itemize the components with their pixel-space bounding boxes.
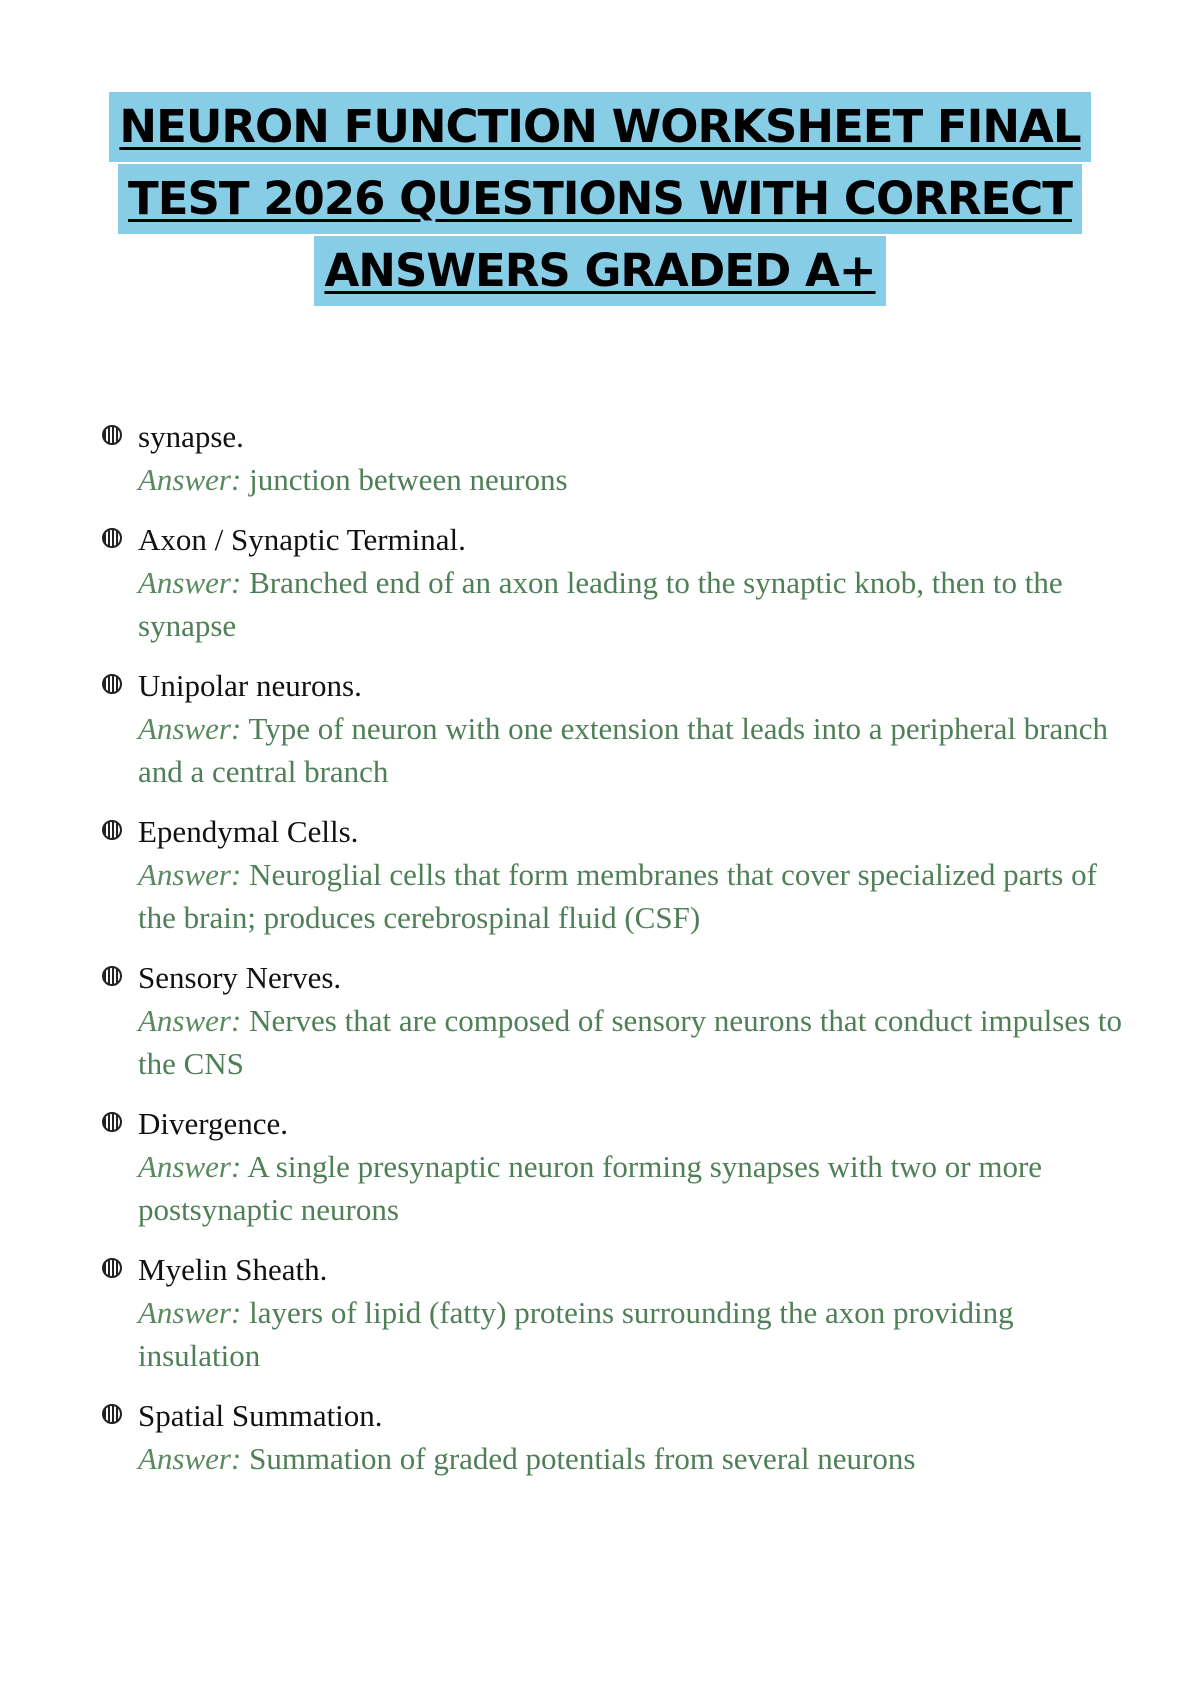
answer-text xyxy=(138,707,1126,793)
title-text-2: TEST 2026 QUESTIONS WITH CORRECT xyxy=(118,164,1082,234)
answer-value: Summation of graded potentials from several neurons xyxy=(249,1441,916,1476)
qa-item-8 xyxy=(96,1395,1126,1480)
title-line-3 xyxy=(0,236,1200,308)
qa-item-5 xyxy=(96,957,1126,1085)
question-text: Myelin Sheath. xyxy=(138,1252,328,1287)
answer-text xyxy=(138,1145,1126,1231)
striped-circle-bullet-icon xyxy=(102,674,122,694)
answer-label: Answer: xyxy=(138,462,242,497)
title-line-1 xyxy=(0,92,1200,164)
answer-text xyxy=(138,458,1126,501)
question-answer-list xyxy=(96,416,1126,1498)
answer-label: Answer: xyxy=(138,1149,242,1184)
answer-text xyxy=(138,853,1126,939)
question-text: Ependymal Cells. xyxy=(138,814,359,849)
striped-circle-bullet-icon xyxy=(102,1112,122,1132)
answer-text xyxy=(138,1291,1126,1377)
qa-item-1 xyxy=(96,416,1126,501)
question-text: Divergence. xyxy=(138,1106,289,1141)
qa-item-7 xyxy=(96,1249,1126,1377)
striped-circle-bullet-icon xyxy=(102,425,122,445)
answer-text xyxy=(138,999,1126,1085)
question-text: synapse. xyxy=(138,419,244,454)
question-text: Spatial Summation. xyxy=(138,1398,383,1433)
answer-value: Branched end of an axon leading to the synaptic knob, then to the synapse xyxy=(138,565,1063,643)
striped-circle-bullet-icon xyxy=(102,966,122,986)
qa-item-3 xyxy=(96,665,1126,793)
answer-value: A single presynaptic neuron forming synapses with two or more postsynaptic neurons xyxy=(138,1149,1043,1227)
answer-label: Answer: xyxy=(138,1295,242,1330)
answer-label: Answer: xyxy=(138,565,242,600)
document-title xyxy=(0,92,1200,308)
qa-item-4 xyxy=(96,811,1126,939)
question-text: Sensory Nerves. xyxy=(138,960,342,995)
striped-circle-bullet-icon xyxy=(102,820,122,840)
answer-text xyxy=(138,1437,1126,1480)
answer-value: layers of lipid (fatty) proteins surrounding the axon providing insulation xyxy=(138,1295,1014,1373)
title-text-3: ANSWERS GRADED A+ xyxy=(314,236,885,306)
answer-value: junction between neurons xyxy=(249,462,568,497)
answer-label: Answer: xyxy=(138,1003,242,1038)
answer-value: Type of neuron with one extension that leads into a peripheral branch and a central branch xyxy=(138,711,1109,789)
answer-value: Neuroglial cells that form membranes that cover specialized parts of the brain; produces cerebrospinal fluid (CSF) xyxy=(138,857,1097,935)
title-text-1: NEURON FUNCTION WORKSHEET FINAL xyxy=(109,92,1090,162)
question-text: Unipolar neurons. xyxy=(138,668,362,703)
answer-label: Answer: xyxy=(138,711,242,746)
answer-value: Nerves that are composed of sensory neurons that conduct impulses to the CNS xyxy=(138,1003,1123,1081)
striped-circle-bullet-icon xyxy=(102,1404,122,1424)
qa-item-2 xyxy=(96,519,1126,647)
question-text: Axon / Synaptic Terminal. xyxy=(138,522,466,557)
answer-label: Answer: xyxy=(138,857,242,892)
answer-label: Answer: xyxy=(138,1441,242,1476)
striped-circle-bullet-icon xyxy=(102,528,122,548)
qa-item-6 xyxy=(96,1103,1126,1231)
striped-circle-bullet-icon xyxy=(102,1258,122,1278)
title-line-2 xyxy=(0,164,1200,236)
answer-text xyxy=(138,561,1126,647)
